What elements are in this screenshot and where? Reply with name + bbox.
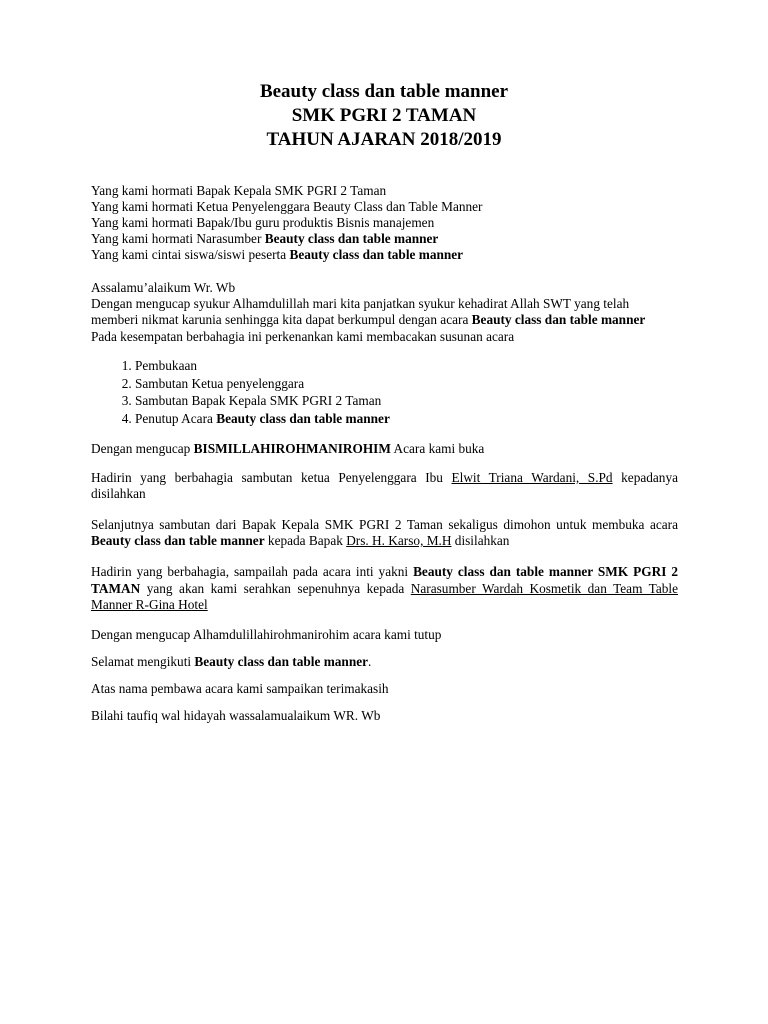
salutation-4-text: Yang kami hormati Narasumber <box>91 231 265 246</box>
title-line-2: SMK PGRI 2 TAMAN <box>291 105 477 126</box>
inti-name: Narasumber Wardah Kosmetik dan Team Table Manner R-Gina Hotel <box>91 580 679 612</box>
inti-event: Beauty class dan table manner SMK PGRI 2 TAMAN <box>91 564 678 596</box>
closing-3: Atas nama pembawa acara kami sampaikan terimakasih <box>91 680 389 696</box>
ketua-text: Hadirin yang berbahagia sambutan ketua Penyelenggara Ibu <box>91 470 452 485</box>
kepala-text: Selanjutnya sambutan dari Bapak Kepala SMK PGRI 2 Taman sekaligus dimohon untuk membuka acara <box>91 517 678 532</box>
closing-2-text: Selamat mengikuti <box>91 653 195 669</box>
agenda-item-4 <box>135 410 678 428</box>
document-body <box>91 183 678 724</box>
bismillah-bold: BISMILLAHIROHMANIROHIM <box>193 441 391 456</box>
ketua-paragraph <box>91 470 678 502</box>
salutation-2: Yang kami hormati Ketua Penyelenggara Beauty Class dan Table Manner <box>91 199 483 214</box>
opening-paragraph <box>91 296 678 328</box>
title-line-3: TAHUN AJARAN 2018/2019 <box>266 129 502 150</box>
document-title <box>0 80 768 152</box>
kepala-paragraph <box>91 517 678 549</box>
closing-2-post: . <box>368 653 372 669</box>
kepala-post: disilahkan <box>451 533 510 548</box>
closing-2 <box>91 654 678 670</box>
bismillah-pre: Dengan mengucap <box>91 441 194 456</box>
greeting: Assalamu’alaikum Wr. Wb <box>91 280 236 295</box>
agenda-list <box>91 357 678 427</box>
closing-2-event: Beauty class dan table manner <box>194 653 369 669</box>
inti-mid: yang akan kami serahkan sepenuhnya kepada <box>140 580 411 596</box>
salutation-5 <box>91 247 678 263</box>
closing-1: Dengan mengucap Alhamdulillahirohmanirohim acara kami tutup <box>91 626 442 642</box>
agenda-item-4-event: Beauty class dan table manner <box>216 410 390 426</box>
salutation-4 <box>91 231 678 247</box>
salutation-list <box>91 183 678 263</box>
opening-text: Dengan mengucap syukur Alhamdulillah mari kita panjatkan syukur kehadirat Allah SWT yang telah memberi nikmat karunia senhingga kita dapat berkumpul dengan acara <box>91 296 630 327</box>
agenda-item-1: 1. Pembukaan <box>135 357 678 375</box>
salutation-5-event: Beauty class dan table manner <box>289 247 464 262</box>
agenda-item-4-text: Penutup Acara <box>135 410 217 426</box>
bismillah-post: Acara kami buka <box>390 441 485 456</box>
kepala-name: Drs. H. Karso, M.H <box>346 533 452 548</box>
salutation-3: Yang kami hormati Bapak/Ibu guru produktis Bisnis manajemen <box>91 215 435 230</box>
salutation-1: Yang kami hormati Bapak Kepala SMK PGRI 2 Taman <box>91 183 387 198</box>
salutation-4-event: Beauty class dan table manner <box>264 231 439 246</box>
agenda-item-2: 2. Sambutan Ketua penyelenggara <box>135 375 678 393</box>
ketua-post: kepadanya disilahkan <box>91 470 678 501</box>
kepala-event: Beauty class dan table manner <box>91 533 265 548</box>
opening-event: Beauty class dan table manner <box>471 312 646 327</box>
ketua-name: Elwit Triana Wardani, S.Pd <box>451 470 613 485</box>
agenda-item-3: 3. Sambutan Bapak Kepala SMK PGRI 2 Taman <box>135 392 678 410</box>
inti-paragraph <box>91 564 678 614</box>
inti-text: Hadirin yang berbahagia, sampailah pada acara inti yakni <box>91 564 414 579</box>
closing-4: Bilahi taufiq wal hidayah wassalamualaikum WR. Wb <box>91 707 381 723</box>
title-line-1: Beauty class dan table manner <box>259 81 509 102</box>
salutation-5-text: Yang kami cintai siswa/siswi peserta <box>91 247 290 262</box>
bismillah-line <box>91 441 678 457</box>
kepala-mid: kepada Bapak <box>264 533 347 548</box>
agenda-intro: Pada kesempatan berbahagia ini perkenankan kami membacakan susunan acara <box>91 329 515 344</box>
